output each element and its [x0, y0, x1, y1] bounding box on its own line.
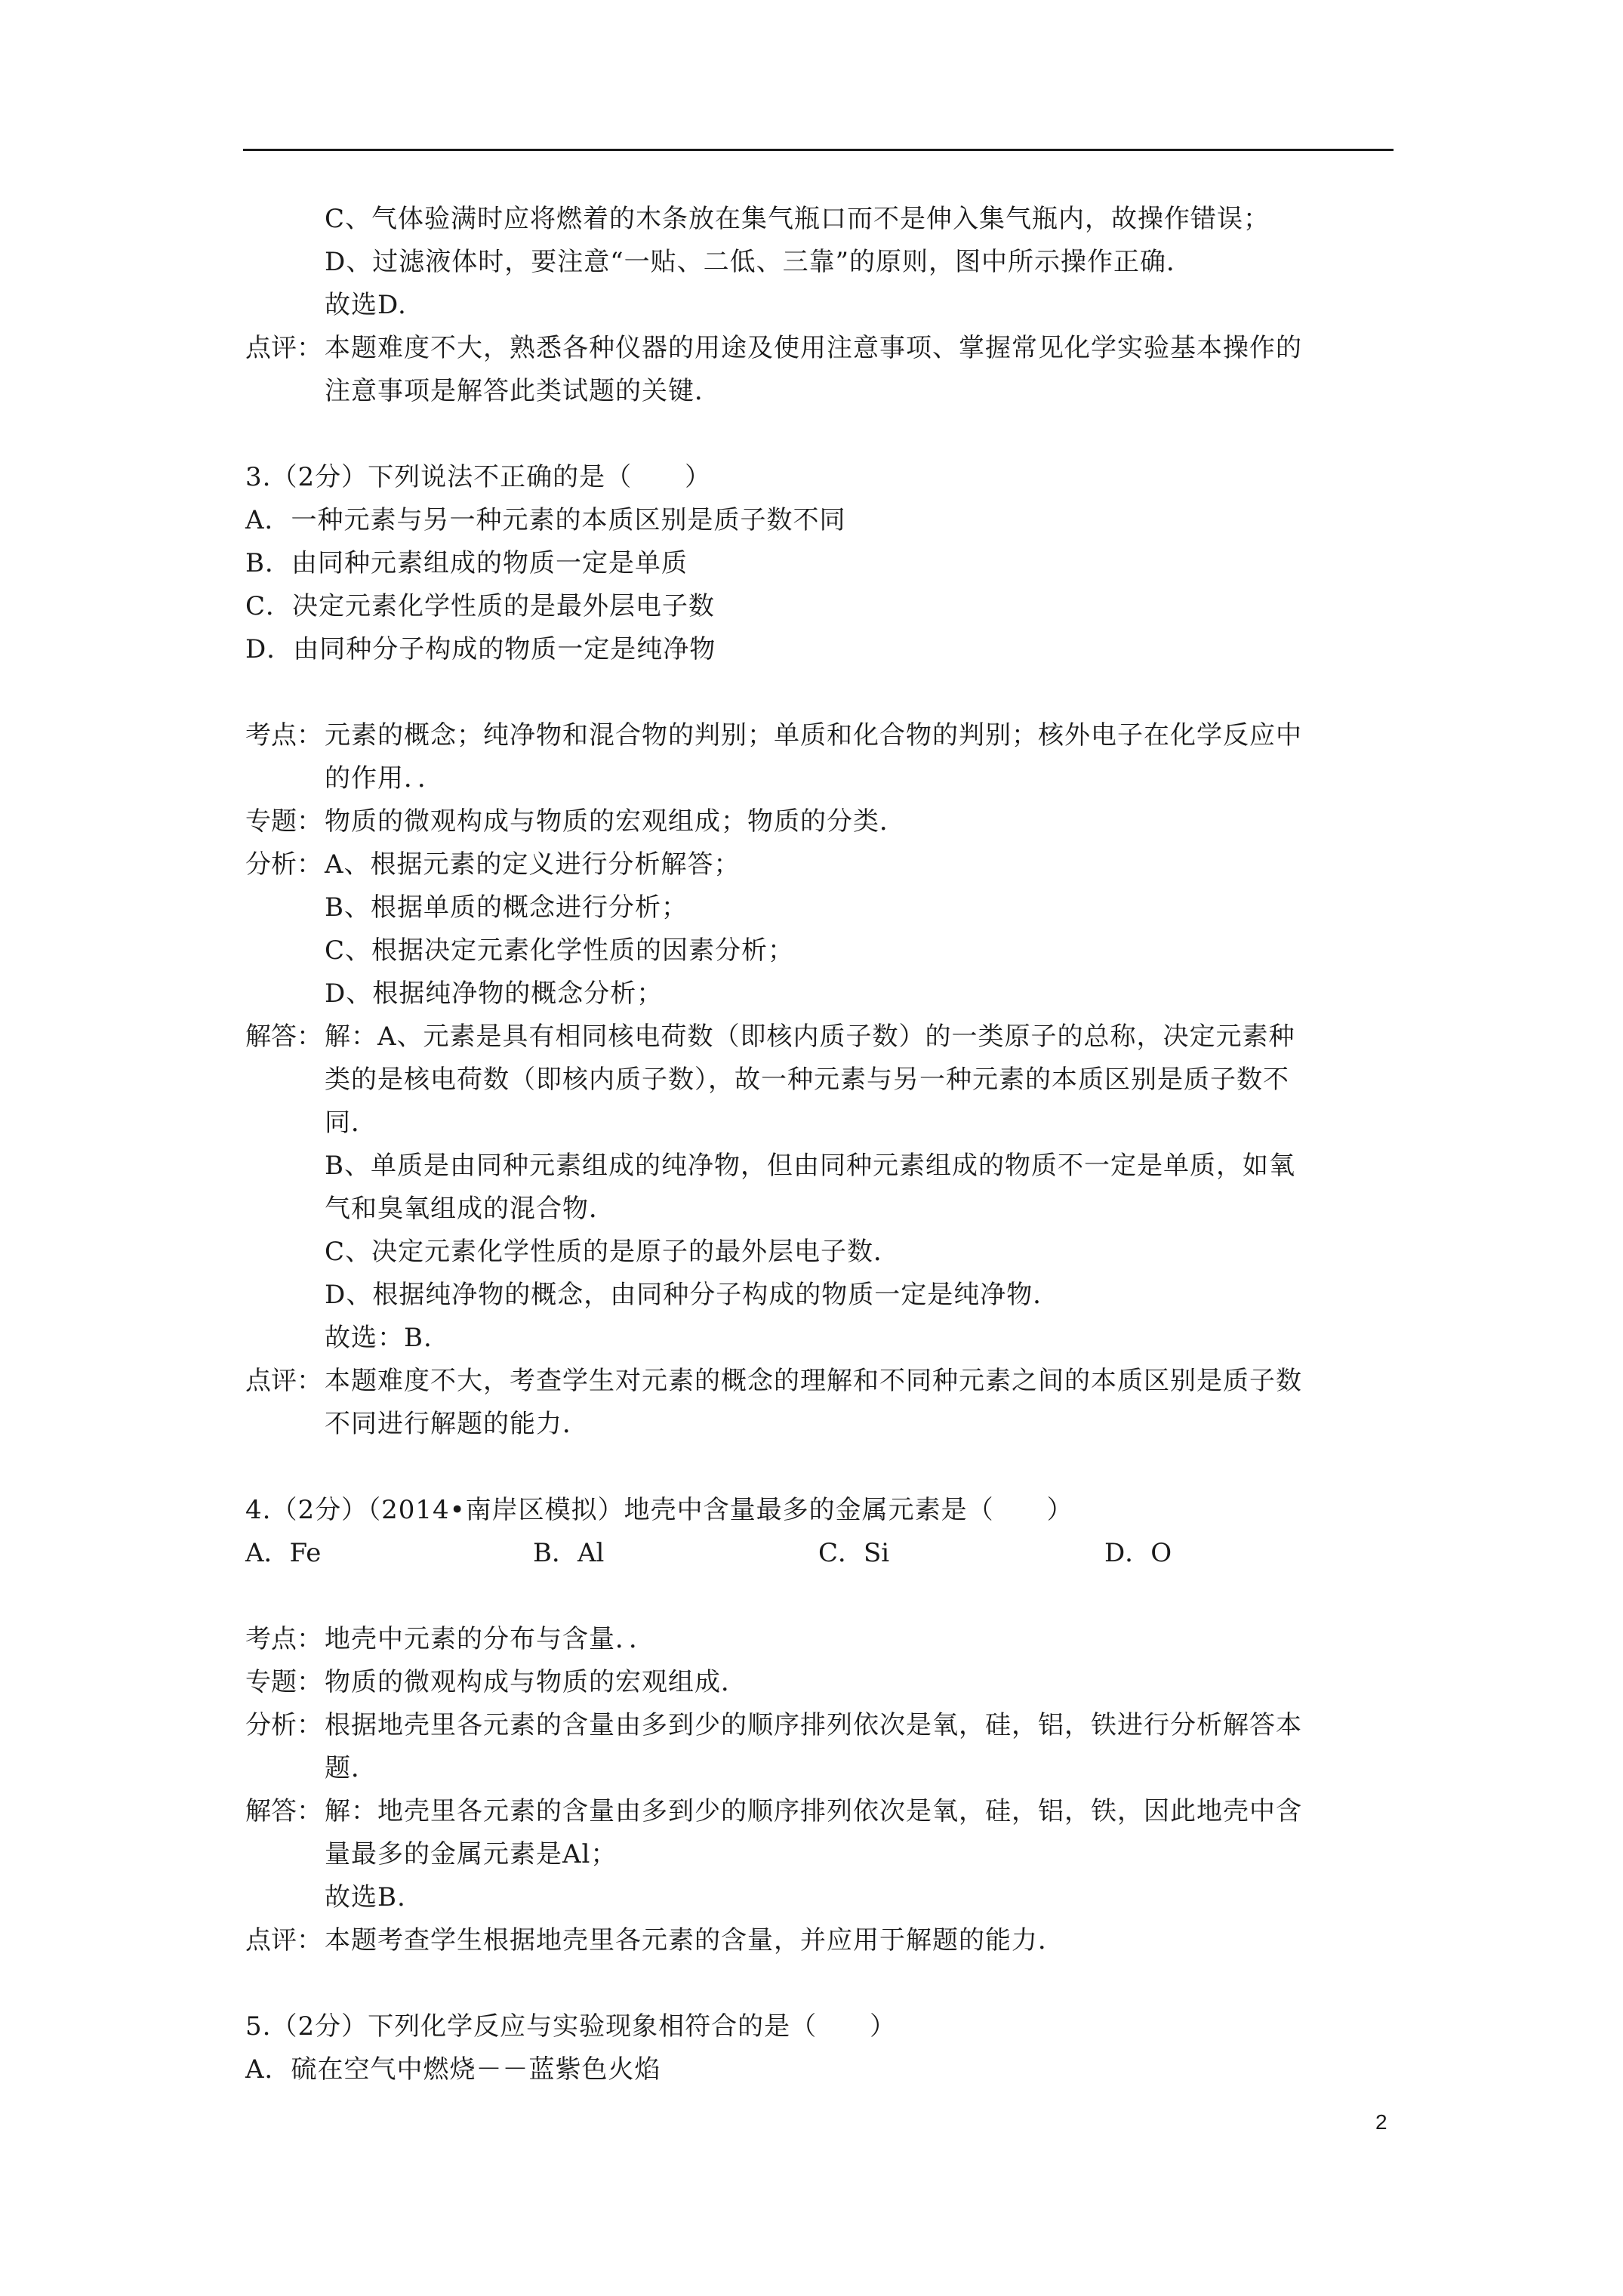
option-a: A．一种元素与另一种元素的本质区别是质子数不同 — [245, 505, 846, 535]
dianping-label: 点评： — [245, 1366, 322, 1396]
option-c: C．决定元素化学性质的是最外层电子数 — [245, 591, 716, 621]
page-number: 2 — [1375, 2110, 1387, 2134]
question-stem: 4.（2分）（2014•南岸区模拟）地壳中含量最多的金属元素是（ ） — [245, 1495, 1073, 1525]
text-line: C、决定元素化学性质的是原子的最外层电子数． — [325, 1237, 901, 1267]
text-line: 地壳中元素的分布与含量．． — [325, 1624, 655, 1654]
text-line: 解：地壳里各元素的含量由多到少的顺序排列依次是氧，硅，铝，铁，因此地壳中含 — [325, 1796, 1302, 1826]
option-b: B．Al — [533, 1538, 605, 1568]
text-line: 的作用．． — [325, 763, 444, 794]
text-line: D、根据纯净物的概念，由同种分子构成的物质一定是纯净物． — [325, 1280, 1060, 1310]
text-line: 注意事项是解答此类试题的关键． — [325, 376, 721, 406]
kaodian-label: 考点： — [245, 720, 322, 750]
zhuanti-label: 专题： — [245, 806, 322, 837]
text-line: 本题难度不大，考查学生对元素的概念的理解和不同种元素之间的本质区别是质子数 — [325, 1366, 1302, 1396]
fenxi-label: 分析： — [245, 849, 322, 880]
text-line: 故选B. — [325, 1882, 406, 1912]
text-line: 气和臭氧组成的混合物． — [325, 1194, 615, 1224]
text-line: 量最多的金属元素是Al； — [325, 1839, 617, 1869]
text-line: 不同进行解题的能力． — [325, 1409, 589, 1439]
text-line: 类的是核电荷数（即核内质子数），故一种元素与另一种元素的本质区别是质子数不 — [325, 1065, 1289, 1095]
text-line: D、根据纯净物的概念分析； — [325, 978, 664, 1009]
jieda-label: 解答： — [245, 1796, 322, 1826]
text-line: A、根据元素的定义进行分析解答； — [325, 849, 741, 880]
option-b: B．由同种元素组成的物质一定是单质 — [245, 548, 688, 578]
text-line: C、根据决定元素化学性质的因素分析； — [325, 935, 795, 966]
dianping-label: 点评： — [245, 1925, 322, 1955]
review-label: 点评： — [245, 333, 322, 363]
text-line: 题． — [325, 1753, 377, 1783]
text-line: 故选D. — [325, 290, 407, 320]
option-c: C．Si — [818, 1538, 890, 1568]
text-line: 本题考查学生根据地壳里各元素的含量，并应用于解题的能力． — [325, 1925, 1064, 1955]
option-d: D．O — [1104, 1538, 1172, 1568]
zhuanti-label: 专题： — [245, 1667, 322, 1697]
header-rule — [243, 149, 1394, 151]
text-line: 同． — [325, 1108, 377, 1138]
jieda-label: 解答： — [245, 1022, 322, 1052]
option-a: A．Fe — [245, 1538, 322, 1568]
text-line: 故选：B. — [325, 1323, 433, 1353]
text-line: 元素的概念；纯净物和混合物的判别；单质和化合物的判别；核外电子在化学反应中 — [325, 720, 1302, 750]
question-stem: 3.（2分）下列说法不正确的是（ ） — [245, 462, 712, 492]
kaodian-label: 考点： — [245, 1624, 322, 1654]
fenxi-label: 分析： — [245, 1710, 322, 1740]
option-d: D．由同种分子构成的物质一定是纯净物 — [245, 634, 716, 664]
text-line: 物质的微观构成与物质的宏观组成． — [325, 1667, 747, 1697]
option-a: A．硫在空气中燃烧－－蓝紫色火焰 — [245, 2054, 661, 2085]
text-line: 物质的微观构成与物质的宏观组成；物质的分类． — [325, 806, 906, 837]
text-line: D、过滤液体时，要注意“一贴、二低、三靠”的原则，图中所示操作正确． — [325, 247, 1193, 277]
text-line: 根据地壳里各元素的含量由多到少的顺序排列依次是氧，硅，铝，铁进行分析解答本 — [325, 1710, 1302, 1740]
text-line: 本题难度不大，熟悉各种仪器的用途及使用注意事项、掌握常见化学实验基本操作的 — [325, 333, 1302, 363]
text-line: B、单质是由同种元素组成的纯净物，但由同种元素组成的物质不一定是单质，如氧 — [325, 1151, 1295, 1181]
text-line: 解：A、元素是具有相同核电荷数（即核内质子数）的一类原子的总称，决定元素种 — [325, 1022, 1295, 1052]
question-stem: 5.（2分）下列化学反应与实验现象相符合的是（ ） — [245, 2011, 897, 2042]
text-line: C、气体验满时应将燃着的木条放在集气瓶口而不是伸入集气瓶内，故操作错误； — [325, 204, 1270, 234]
text-line: B、根据单质的概念进行分析； — [325, 892, 688, 923]
